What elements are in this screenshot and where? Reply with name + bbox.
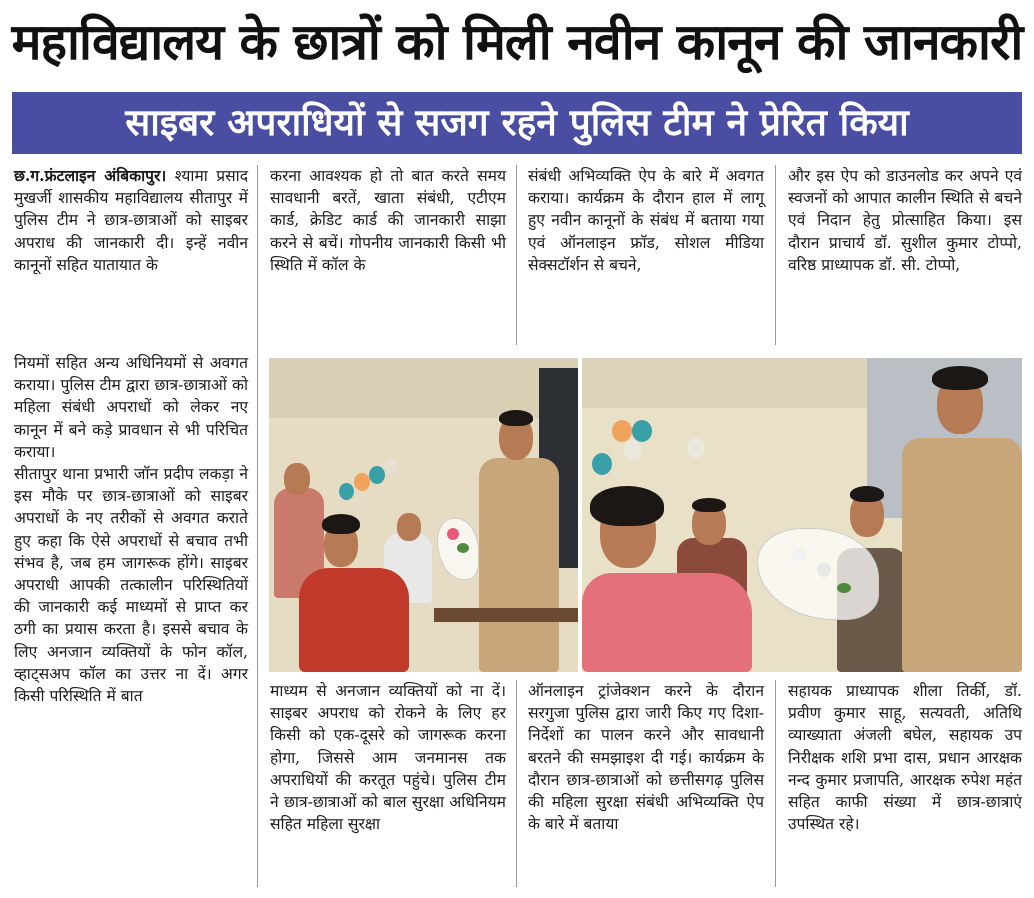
column-divider (775, 680, 776, 887)
column-2-top: करना आवश्यक हो तो बात करते समय सावधानी बरतें, खाता संबंधी, एटीएम कार्ड, क्रेडिट कार्ड की जानकारी साझा करने से बचें। गोपनीय जानकारी किसी भी स्थिति में कॉल के (270, 167, 506, 274)
column-1-top (14, 165, 248, 276)
column-4-bottom: सहायक प्राध्यापक शीला तिर्की, डॉ. प्रवीण कुमार साहू, सत्यवती, अतिथि व्याख्याता अंजली बघेल, सहायक उप निरीक्षक शशि प्रभा दास, प्रधान आरक्षक नन्द कुमार प्रजापति, आरक्षक रुपेश महंत सहित काफी संख्या में छात्र-छात्राएं उपस्थित रहे। (788, 682, 1022, 834)
column-2-bottom: माध्यम से अनजान व्यक्तियों को ना दें। साइबर अपराध को रोकने के लिए हर किसी को एक-दूसरे को जागरूक करना होगा, जिससे आम जनमानस तक अपराधियों की करतूत पहुंचे। पुलिस टीम ने छात्र-छात्राओं को बाल सुरक्षा अधिनियम सहित महिला सुरक्षा (270, 682, 506, 834)
column-divider (516, 165, 517, 345)
column-3-bottom: ऑनलाइन ट्रांजेक्शन करने के दौरान सरगुजा पुलिस द्वारा जारी किए गए दिशा-निर्देशों का पालन करने और सावधानी बरतने की समझाइश दी गई। कार्यक्रम के दौरान छात्र-छात्राओं को छत्तीसगढ़ पुलिस की महिला सुरक्षा संबंधी अभिव्यक्ति ऐप के बारे में बताया (528, 682, 764, 834)
column-1-paragraph-1: नियमों सहित अन्य अधिनियमों से अवगत कराया। पुलिस टीम द्वारा छात्र-छात्राओं को महिला संबंधी अपराधों को लेकर नए कानून में बने कड़े प्रावधान से भी परिचित कराया। (14, 354, 248, 461)
event-photo-2 (582, 358, 1022, 672)
event-photo-1 (269, 358, 578, 672)
dateline: छ.ग.फ्रंटलाइन अंबिकापुर। (14, 166, 167, 185)
subheadline-banner: साइबर अपराधियों से सजग रहने पुलिस टीम ने प्रेरित किया (12, 92, 1022, 154)
column-divider (257, 165, 258, 887)
column-1-paragraph-2: सीतापुर थाना प्रभारी जॉन प्रदीप लकड़ा ने इस मौके पर छात्र-छात्राओं को साइबर अपराधों के नए तरीकों से अवगत कराते हुए कहा कि ऐसे अपराधों से बचाव तभी संभव है, जब हम जागरूक होंगे। साइबर अपराधी आपकी तत्कालीन परिस्थितियों की जानकारी कई माध्यमों से प्राप्त कर ठगी का प्रयास करता है। इससे बचाव के लिए अनजान व्यक्तियों के फोन कॉल, व्हाट्सअप कॉल का उत्तर ना दें। अगर किसी परिस्थिति में बात (14, 465, 248, 706)
column-1-bottom (14, 352, 248, 707)
column-divider (775, 165, 776, 345)
column-1-top-text: श्यामा प्रसाद मुखर्जी शासकीय महाविद्यालय सीतापुर में पुलिस टीम ने छात्र-छात्राओं को साइबर अपराध की जानकारी दी। इन्हें नवीन कानूनों सहित यातायात के (14, 167, 248, 274)
column-4-top: और इस ऐप को डाउनलोड कर अपने एवं स्वजनों को आपात कालीन स्थिति से बचने एवं निदान हेतु प्रोत्साहित किया। इस दौरान प्राचार्य डॉ. सुशील कुमार टोप्पो, वरिष्ठ प्राध्यापक डॉ. सी. टोप्पो, (788, 167, 1022, 274)
headline: महाविद्यालय के छात्रों को मिली नवीन कानून की जानकारी (11, 13, 1023, 71)
column-3-top: संबंधी अभिव्यक्ति ऐप के बारे में अवगत कराया। कार्यक्रम के दौरान हाल में लागू हुए नवीन कानूनों के संबंध में बताया गया एवं ऑनलाइन फ्रॉड, सोशल मीडिया सेक्सटॉर्शन से बचने, (528, 167, 764, 274)
column-divider (516, 680, 517, 887)
